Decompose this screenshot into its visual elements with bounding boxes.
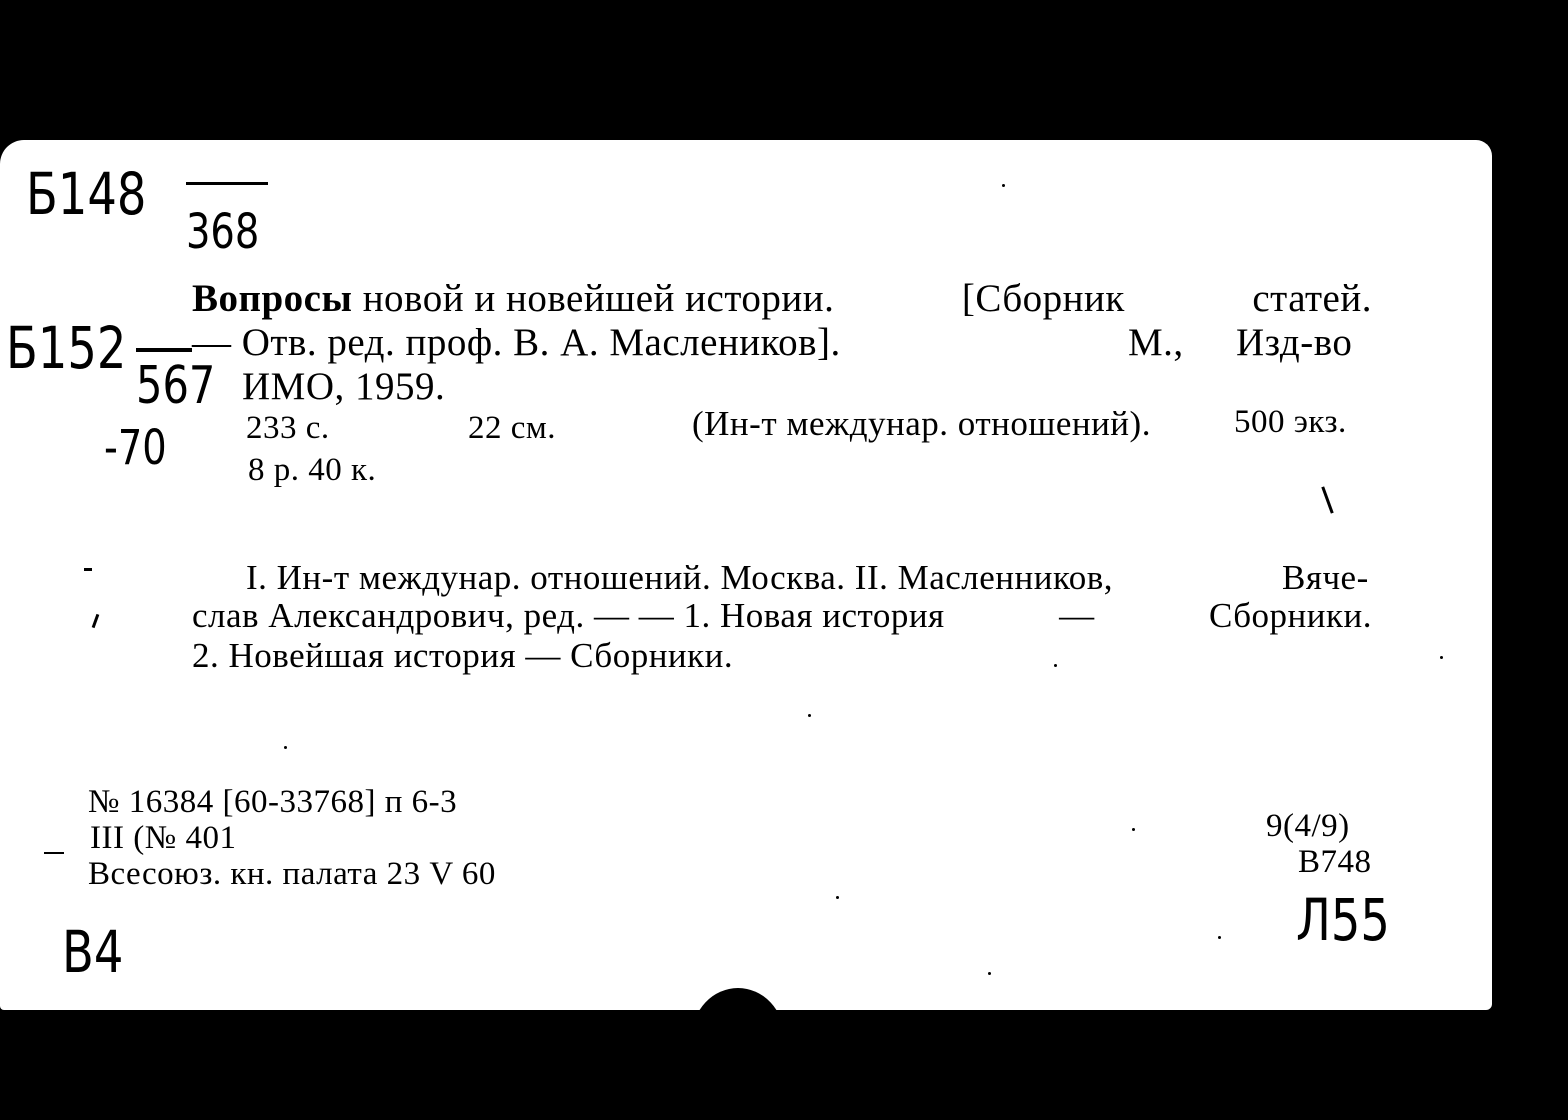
margin-dash — [44, 852, 64, 854]
call-number-1-fraction-bar — [186, 182, 268, 185]
call-number-2-right: 567 — [136, 356, 216, 416]
subject-line-2 — [192, 596, 1372, 636]
subject-line-2c: Сборники. — [1208, 596, 1372, 635]
price: 8 р. 40 к. — [248, 452, 377, 488]
call-number-2-fraction-bar — [136, 348, 192, 352]
speck — [988, 972, 991, 975]
speck — [1440, 656, 1443, 659]
title-line-2b: М., — [1128, 321, 1184, 364]
record-sub: III (№ 401 — [90, 820, 237, 856]
speck — [1002, 184, 1005, 187]
author-mark: В748 — [1298, 844, 1372, 880]
subject-line-3: 2. Новейшая история — Сборники. — [192, 636, 734, 675]
title-line-2c: Изд-во — [1236, 321, 1353, 364]
punch-hole — [692, 988, 784, 1086]
subject-line-2a: слав Александрович, ред. — — 1. Новая история — [192, 596, 945, 635]
copies: 500 экз. — [1234, 404, 1347, 440]
handwritten-bottom-left: В4 — [62, 918, 124, 986]
size: 22 см. — [468, 410, 557, 446]
margin-tick — [92, 614, 100, 628]
speck — [1054, 664, 1057, 667]
book-chamber: Всесоюз. кн. палата 23 V 60 — [88, 856, 496, 892]
handwritten-bottom-right: Л55 — [1296, 886, 1390, 954]
call-number-2-suffix: -70 — [104, 420, 167, 476]
speck — [284, 746, 287, 749]
subject-line-1a: I. Ин-т междунар. отношений. Москва. II. Масленников, — [246, 558, 1113, 597]
title-line-2a: — Отв. ред. проф. В. А. Маслеников]. — [192, 321, 841, 364]
speck — [1132, 828, 1135, 831]
call-number-1-right: 368 — [186, 204, 260, 260]
speck — [808, 714, 811, 717]
subject-line-1b: Вяче- — [1282, 558, 1369, 597]
title-bracket: [Сборник — [961, 277, 1125, 320]
call-number-1 — [26, 162, 146, 226]
speck — [836, 896, 839, 899]
title-line-1 — [192, 276, 1372, 321]
title-rest: новой и новейшей истории. — [362, 277, 835, 320]
title-word: статей. — [1252, 277, 1372, 320]
speck — [1218, 936, 1221, 939]
subject-line-2b: — — [1059, 596, 1095, 635]
title-bold: Вопросы — [192, 277, 353, 320]
call-number-2-left: Б152 — [6, 314, 127, 382]
pen-tick — [1321, 486, 1333, 513]
record-number: № 16384 [60-33768] п 6-3 — [88, 784, 458, 820]
pages: 233 с. — [246, 410, 330, 446]
margin-tick — [84, 568, 92, 571]
catalog-card — [0, 140, 1492, 1010]
series: (Ин-т междунар. отношений). — [692, 404, 1151, 443]
classification: 9(4/9) — [1266, 808, 1350, 844]
call-number-1-left: Б148 — [26, 160, 147, 228]
title-line-3: ИМО, 1959. — [242, 365, 446, 408]
